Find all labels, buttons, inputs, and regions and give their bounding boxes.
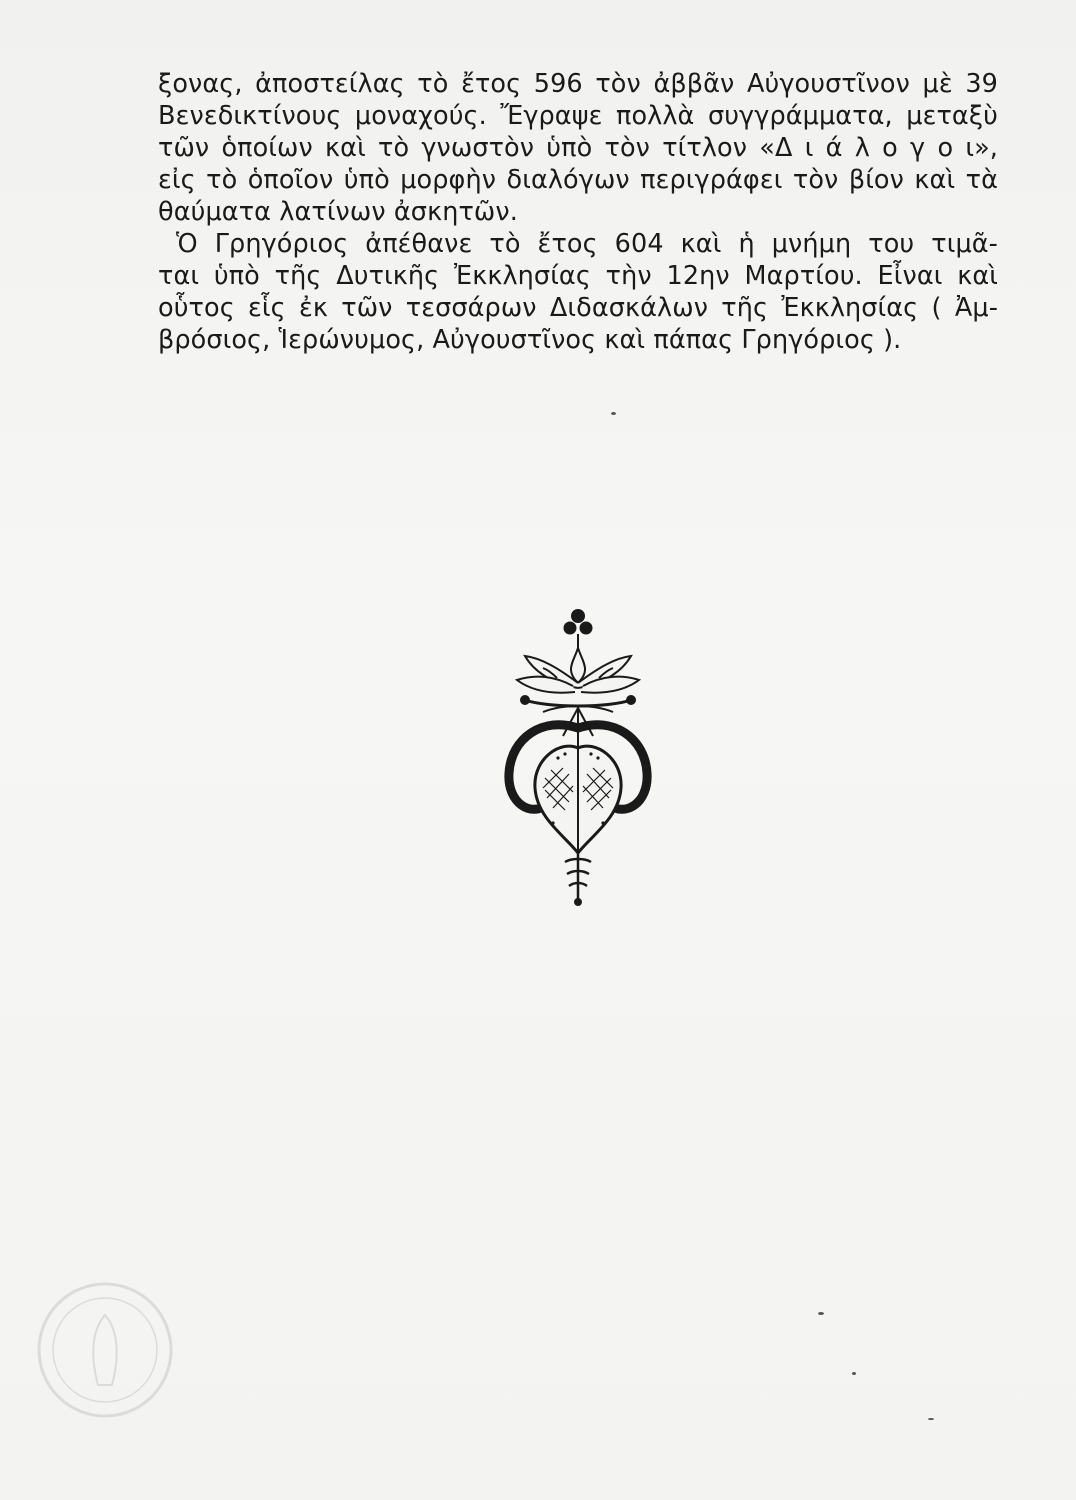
paragraph-2 bbox=[158, 228, 998, 356]
ink-speck bbox=[928, 1418, 934, 1420]
text-line: ξονας, ἀποστείλας τὸ ἔτος 596 τὸν ἀββᾶν Αὐγουστῖνον μὲ 39 bbox=[158, 69, 998, 99]
faded-library-stamp-icon bbox=[30, 1275, 180, 1425]
body-text bbox=[158, 68, 998, 356]
ink-speck bbox=[611, 412, 616, 415]
text-line: ται ὑπὸ τῆς Δυτικῆς Ἐκκλησίας τὴν 12ην Μαρτίου. Εἶναι καὶ bbox=[158, 261, 998, 291]
paragraph-1 bbox=[158, 68, 998, 228]
floral-ornament-icon bbox=[503, 608, 653, 908]
ink-speck bbox=[852, 1372, 856, 1375]
text-line: Βενεδικτίνους μοναχούς. Ἔγραψε πολλὰ συγγράμματα, μεταξὺ bbox=[158, 101, 998, 131]
text-line: οὗτος εἷς ἐκ τῶν τεσσάρων Διδασκάλων τῆς Ἐκκλησίας ( Ἀμ- bbox=[158, 293, 998, 323]
ink-speck bbox=[818, 1312, 824, 1315]
text-line: Ὁ Γρηγόριος ἀπέθανε τὸ ἔτος 604 καὶ ἡ μνήμη του τιμᾶ- bbox=[176, 229, 998, 259]
text-line: βρόσιος, Ἱερώνυμος, Αὐγουστῖνος καὶ πάπας Γρηγόριος ). bbox=[158, 325, 902, 355]
text-line: εἰς τὸ ὁποῖον ὑπὸ μορφὴν διαλόγων περιγράφει τὸν βίον καὶ τὰ bbox=[158, 165, 998, 195]
text-line: τῶν ὁποίων καὶ τὸ γνωστὸν ὑπὸ τὸν τίτλον «Δ ι ά λ ο γ ο ι», bbox=[158, 133, 998, 163]
text-line: θαύματα λατίνων ἀσκητῶν. bbox=[158, 197, 518, 227]
